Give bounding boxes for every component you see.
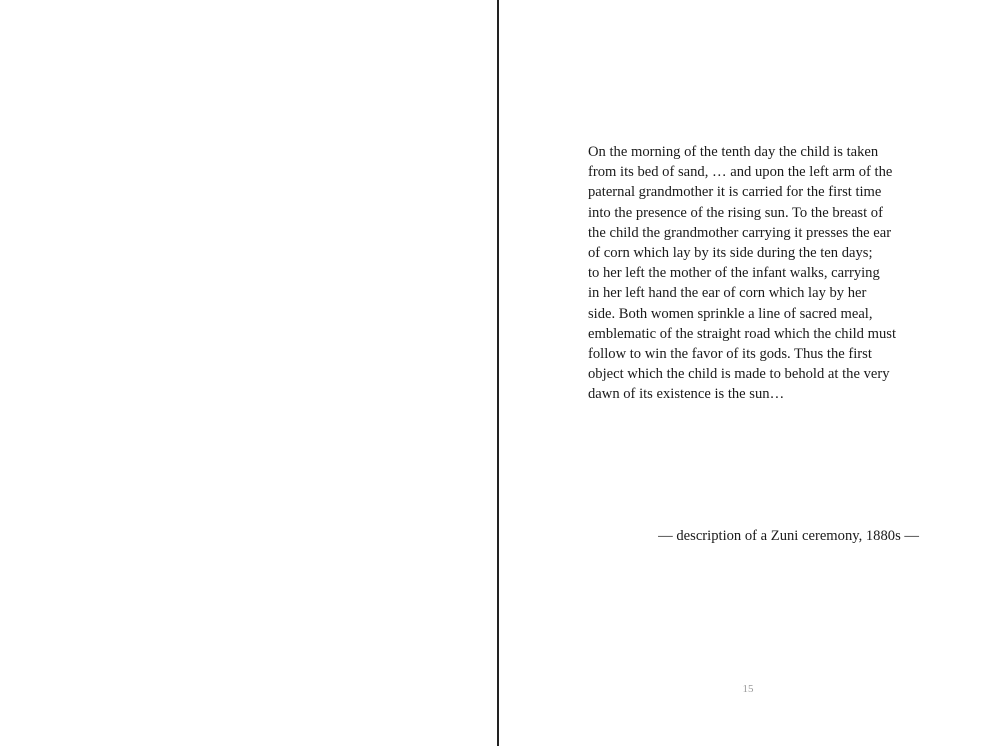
right-page [499, 0, 996, 746]
passage-line: dawn of its existence is the sun… [588, 386, 785, 403]
passage-line: the child the grandmother carrying it presses the ear [588, 224, 892, 241]
passage-line: paternal grandmother it is carried for the first time [588, 184, 882, 201]
passage-line: to her left the mother of the infant walks, carrying [588, 265, 880, 282]
passage-line: object which the child is made to behold at the very [588, 366, 890, 383]
passage-line: from its bed of sand, … and upon the left arm of the [588, 164, 893, 181]
passage-line: of corn which lay by its side during the ten days; [588, 245, 873, 262]
passage-line: emblematic of the straight road which the child must [588, 325, 897, 342]
left-page-blank [0, 0, 497, 746]
passage-line: in her left hand the ear of corn which lay by her [588, 285, 867, 302]
passage-line: follow to win the favor of its gods. Thus the first [588, 346, 872, 363]
epigraph-attribution: — description of a Zuni ceremony, 1880s — [658, 528, 919, 544]
passage-line: side. Both women sprinkle a line of sacred meal, [588, 305, 873, 322]
epigraph-passage [588, 142, 918, 405]
passage-line: into the presence of the rising sun. To the breast of [588, 204, 883, 221]
passage-line: On the morning of the tenth day the child is taken [588, 144, 879, 160]
page-number: 15 [742, 683, 754, 695]
